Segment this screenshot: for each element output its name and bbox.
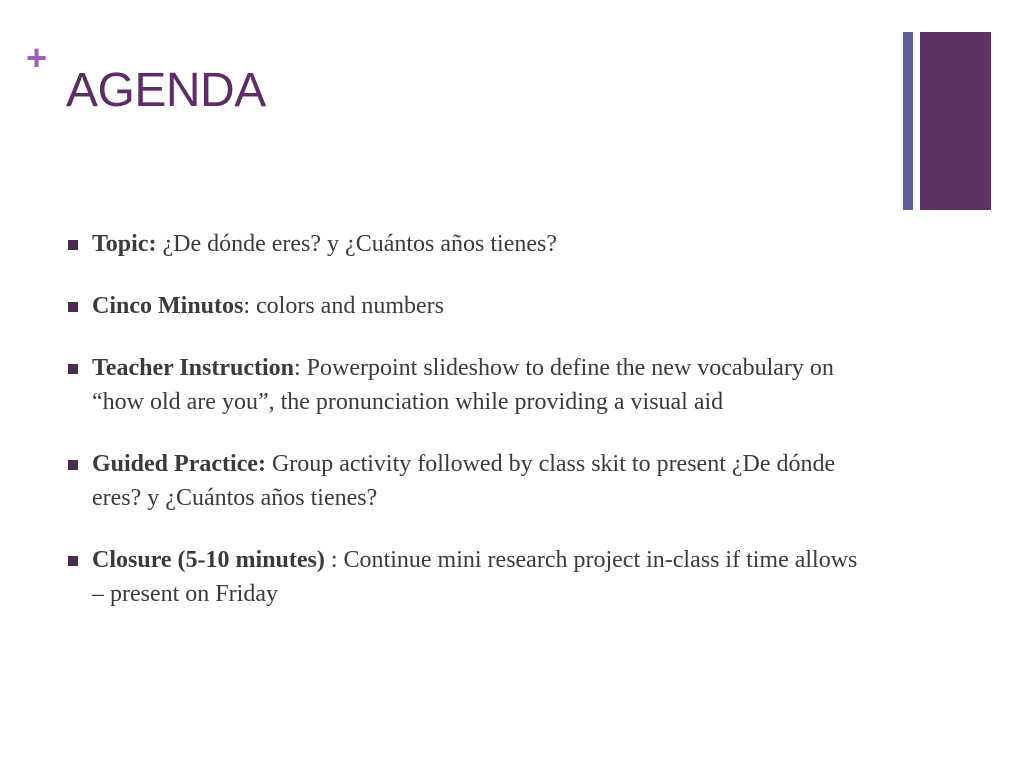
agenda-item-teacher-instruction xyxy=(66,351,866,419)
plus-icon: + xyxy=(26,37,48,78)
agenda-item-cinco-minutos xyxy=(66,289,866,323)
agenda-item-text: : colors and numbers xyxy=(243,293,444,319)
agenda-item-label: Topic: xyxy=(92,231,157,257)
agenda-item-text: : Continue mini research project in-class if time allows – present on Friday xyxy=(92,547,858,607)
square-bullet-icon xyxy=(68,364,78,374)
accent-block xyxy=(920,32,991,210)
agenda-item-label: Closure (5-10 minutes) xyxy=(92,547,325,573)
square-bullet-icon xyxy=(68,302,78,312)
accent-stripe xyxy=(903,32,913,210)
agenda-item-label: Teacher Instruction xyxy=(92,355,295,381)
agenda-item-topic xyxy=(66,227,866,261)
agenda-item-text: : Powerpoint slideshow to define the new vocabulary on “how old are you”, the pronunciation while providing a visual aid xyxy=(92,355,834,415)
square-bullet-icon xyxy=(68,556,78,566)
agenda-item-label: Guided Practice: xyxy=(92,451,266,477)
slide-title: AGENDA xyxy=(66,64,266,117)
agenda-item-closure xyxy=(66,543,866,611)
agenda-list xyxy=(66,227,866,639)
agenda-item-text: ¿De dónde eres? y ¿Cuántos años tienes? xyxy=(156,231,557,257)
agenda-item-guided-practice xyxy=(66,447,866,515)
square-bullet-icon xyxy=(68,460,78,470)
square-bullet-icon xyxy=(68,240,78,250)
agenda-item-text: Group activity followed by class skit to present ¿De dónde eres? y ¿Cuántos años tienes? xyxy=(92,451,836,511)
agenda-item-label: Cinco Minutos xyxy=(92,293,244,319)
